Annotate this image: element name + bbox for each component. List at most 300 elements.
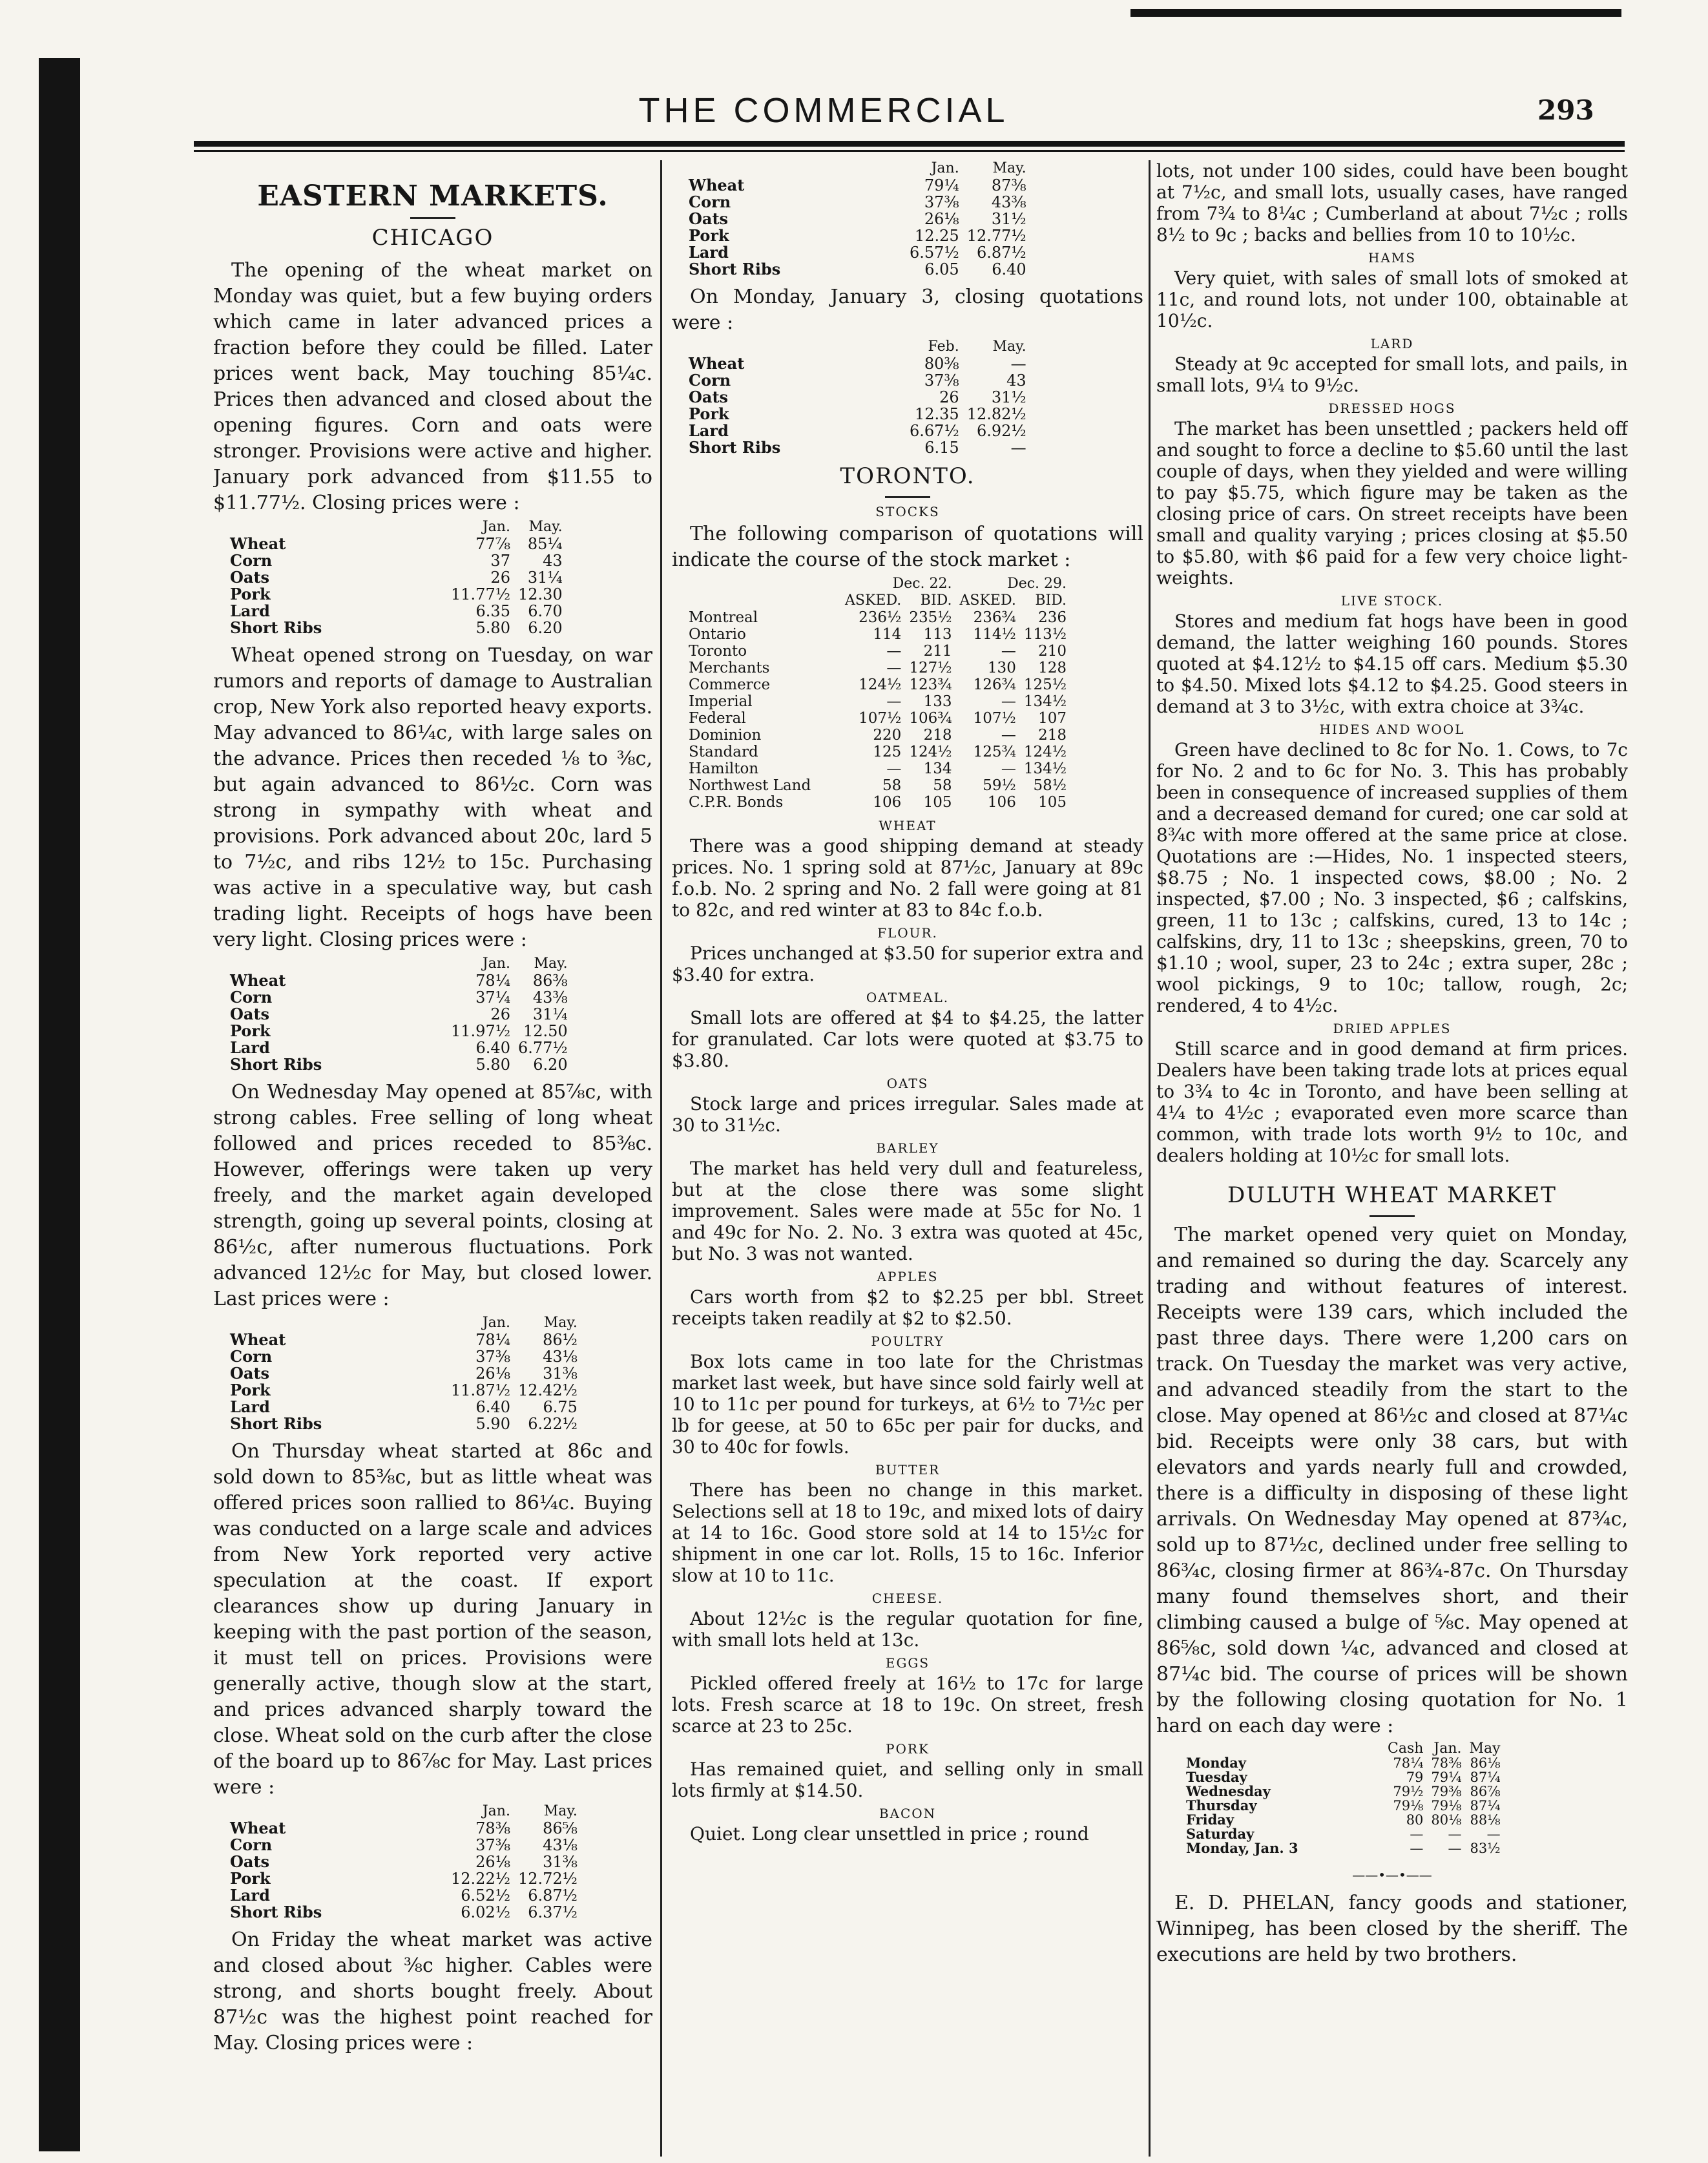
row-label: Short Ribs bbox=[689, 438, 781, 457]
table-row bbox=[685, 626, 1070, 643]
table-cell: 114 bbox=[873, 626, 902, 643]
table-cell: 12.42½ bbox=[517, 1381, 578, 1399]
table-cell: — bbox=[1001, 643, 1016, 660]
row-label: Oats bbox=[689, 388, 729, 406]
table-cell: 107½ bbox=[973, 710, 1016, 727]
table-row bbox=[226, 1854, 581, 1870]
price-table bbox=[685, 339, 1030, 456]
table-row bbox=[685, 777, 1070, 794]
row-label: Pork bbox=[689, 226, 729, 245]
table-cell: 6.05 bbox=[924, 260, 959, 278]
subhead: DRESSED HOGS bbox=[1328, 401, 1456, 416]
table-cell: — bbox=[886, 693, 902, 710]
subhead: DRIED APPLES bbox=[1333, 1021, 1452, 1036]
row-label: Wheat bbox=[230, 534, 286, 553]
row-label: Saturday bbox=[1186, 1826, 1255, 1842]
table-cell: — bbox=[1448, 1826, 1462, 1842]
table-cell: 124½ bbox=[1023, 744, 1067, 760]
table-cell: 235½ bbox=[909, 609, 952, 626]
table-cell: 6.52½ bbox=[461, 1886, 510, 1905]
table-row bbox=[226, 1887, 581, 1904]
table-cell: 88⅛ bbox=[1470, 1812, 1501, 1828]
table-cell: 220 bbox=[873, 727, 902, 744]
paragraph: Cars worth from $2 to $2.25 per bbl. Street receipts taken readily at $2 to $2.50. bbox=[672, 1286, 1143, 1329]
table-row bbox=[226, 536, 567, 552]
table-row bbox=[226, 1056, 572, 1073]
row-label: Short Ribs bbox=[230, 1903, 322, 1921]
paragraph: On Thursday wheat started at 86c and sold down to 85⅜c, but as little wheat was offered prices soon rallied to 86¼c. Buying was conducted on a large scale and advices from New York reported very active speculation at the coast. If export clearances show up during January in keeping with the past portion of the season, it must tell on prices. Provisions were generally active, though slow at the start, and prices advanced sharply toward the close. Wheat sold on the curb after the close of the board up to 86⅞c for May. Last prices were : bbox=[213, 1440, 652, 1799]
table-cell: 78¼ bbox=[475, 972, 510, 990]
table-cell: 125½ bbox=[1023, 676, 1067, 693]
paragraph: Small lots are offered at $4 to $4.25, the latter for granulated. Car lots were quoted at $3.75 to $3.80. bbox=[672, 1007, 1143, 1071]
price-table bbox=[226, 519, 567, 636]
table-cell: 43⅛ bbox=[543, 1836, 578, 1854]
binding-gutter bbox=[39, 58, 80, 2151]
table-row bbox=[226, 569, 567, 586]
table-cell: — bbox=[1410, 1826, 1424, 1842]
table-row bbox=[685, 261, 1030, 278]
row-label: Corn bbox=[230, 551, 273, 570]
paragraph: Steady at 9c accepted for small lots, and pails, in small lots, 9¼ to 9½c. bbox=[1156, 353, 1628, 396]
row-label: Northwest Land bbox=[689, 777, 811, 794]
top-edge-rule bbox=[1130, 9, 1621, 17]
column-header: May. bbox=[992, 160, 1026, 176]
table-cell: 26⅛ bbox=[475, 1853, 510, 1871]
row-label: Oats bbox=[230, 1364, 270, 1383]
table-row bbox=[1182, 1799, 1505, 1813]
table-cell: 79¼ bbox=[1431, 1770, 1462, 1785]
row-label: Toronto bbox=[689, 643, 747, 660]
table-cell: 37⅜ bbox=[475, 1348, 510, 1366]
table-cell: 210 bbox=[1038, 643, 1067, 660]
column-header: May. bbox=[992, 339, 1026, 355]
column-header: Jan. bbox=[1433, 1740, 1462, 1757]
table-cell: 113 bbox=[923, 626, 952, 643]
table-cell: 43 bbox=[1006, 371, 1026, 390]
table-cell: — bbox=[886, 660, 902, 676]
column-header: May. bbox=[543, 1315, 578, 1331]
table-cell: 6.20 bbox=[528, 619, 563, 637]
table-cell: 218 bbox=[1038, 727, 1067, 744]
table-row bbox=[685, 177, 1030, 194]
subhead: BUTTER bbox=[875, 1462, 941, 1478]
table-cell: — bbox=[1001, 760, 1016, 777]
table-cell: 12.50 bbox=[523, 1022, 568, 1040]
row-label: Corn bbox=[689, 371, 731, 390]
table-cell: 87⅜ bbox=[991, 176, 1026, 194]
column-header: Dec. 29. bbox=[1007, 576, 1067, 592]
section-subtitle: CHICAGO bbox=[371, 225, 494, 251]
table-cell: 12.35 bbox=[914, 405, 959, 423]
table-cell: 79⅜ bbox=[1431, 1784, 1462, 1799]
table-cell: 107½ bbox=[859, 710, 902, 727]
row-label: Wednesday bbox=[1186, 1783, 1271, 1799]
table-cell: 58 bbox=[933, 777, 952, 794]
subhead: HIDES AND WOOL bbox=[1319, 722, 1465, 737]
table-row bbox=[226, 1332, 581, 1348]
table-cell: 6.02½ bbox=[461, 1903, 510, 1921]
table-cell: 6.67½ bbox=[910, 422, 959, 440]
row-label: Federal bbox=[689, 710, 746, 727]
table-header-row bbox=[685, 339, 1030, 355]
row-label: Pork bbox=[230, 585, 271, 603]
table-row bbox=[685, 227, 1030, 244]
paragraph: Has remained quiet, and selling only in small lots firmly at $14.50. bbox=[672, 1759, 1143, 1801]
paragraph: On Wednesday May opened at 85⅞c, with strong cables. Free selling of long wheat followed and prices receded to 85⅜c. However, offerings were taken up very freely, and the market again developed strength, going up several points, closing at 86½c, after numerous fluctuations. Pork advanced 12½c for May, but closed lower. Last prices were : bbox=[213, 1081, 652, 1310]
table-cell: 80⅛ bbox=[1431, 1812, 1462, 1828]
subhead: OATS bbox=[886, 1076, 929, 1091]
row-label: Lard bbox=[230, 1038, 270, 1057]
subhead: LARD bbox=[1370, 336, 1414, 351]
dash-rule bbox=[885, 496, 930, 498]
row-label: Commerce bbox=[689, 676, 771, 693]
table-cell: 31½ bbox=[991, 388, 1026, 406]
table-cell: 31¼ bbox=[527, 569, 563, 587]
table-cell: — bbox=[1010, 439, 1026, 457]
column-header: BID. bbox=[920, 592, 952, 609]
table-cell: 58 bbox=[882, 777, 902, 794]
row-label: Oats bbox=[230, 568, 270, 587]
table-cell: 26⅛ bbox=[924, 210, 959, 228]
table-row bbox=[685, 372, 1030, 389]
row-label: Corn bbox=[230, 988, 273, 1007]
table-cell: 125¾ bbox=[973, 744, 1016, 760]
paragraph: Wheat opened strong on Tuesday, on war rumors and reports of damage to Australian crop, New York also reported heavy exports. May advanced to 86¼c, with large sales on the advance. Prices then receded ⅛ to ⅜c, but again advanced to 86½c. Corn was strong in sympathy with wheat and provisions. Pork advanced about 20c, lard 5 to 7½c, and ribs 12½ to 15c. Purchasing was active in a speculative way, but cash trading light. Receipts of hogs have been very light. Closing prices were : bbox=[213, 644, 652, 951]
table-cell: 125 bbox=[873, 744, 902, 760]
subhead: BACON bbox=[879, 1806, 937, 1821]
table-header-row bbox=[685, 576, 1070, 592]
table-cell: 86½ bbox=[543, 1331, 578, 1349]
paragraph: There was a good shipping demand at steady prices. No. 1 spring sold at 87½c, January at 89c f.o.b. No. 2 spring and No. 2 fall were going at 81 to 82c, and red winter at 83 to 84c f.o.b. bbox=[672, 835, 1143, 921]
row-label: Corn bbox=[689, 193, 731, 211]
table-cell: 83½ bbox=[1470, 1841, 1501, 1856]
table-cell: 6.40 bbox=[992, 260, 1026, 278]
table-cell: 127½ bbox=[909, 660, 952, 676]
column-header: Jan. bbox=[482, 1315, 510, 1331]
paragraph: Quiet. Long clear unsettled in price ; round bbox=[690, 1823, 1089, 1844]
price-table bbox=[226, 956, 572, 1073]
table-row bbox=[685, 244, 1030, 261]
table-header-row bbox=[685, 160, 1030, 177]
row-label: Short Ribs bbox=[230, 1414, 322, 1433]
paragraph: Still scarce and in good demand at firm prices. Dealers have been taking trade lots at prices equal to 3¾ to 4c in Toronto, and have been selling at 4¼ to 4½c ; evaporated even more scarce than common, with trade lots worth 9½ to 10c, and dealers holding at 10½c for small lots. bbox=[1156, 1038, 1628, 1166]
column-header: BID. bbox=[1035, 592, 1067, 609]
row-label: Wheat bbox=[689, 176, 745, 194]
table-row bbox=[1182, 1813, 1505, 1827]
column-header: May. bbox=[528, 519, 563, 535]
row-label: Pork bbox=[230, 1021, 271, 1040]
row-label: Pork bbox=[689, 404, 729, 423]
table-cell: 79½ bbox=[1393, 1784, 1424, 1799]
price-table bbox=[226, 1803, 581, 1921]
table-cell: 134½ bbox=[1023, 693, 1067, 710]
subhead: FLOUR. bbox=[877, 925, 938, 941]
table-header-row bbox=[226, 956, 572, 972]
row-label: Thursday bbox=[1186, 1797, 1257, 1813]
row-label: Wheat bbox=[230, 1819, 286, 1837]
table-row bbox=[685, 194, 1030, 211]
table-cell: 37⅜ bbox=[475, 1836, 510, 1854]
table-cell: 85¼ bbox=[527, 535, 563, 553]
table-cell: — bbox=[1448, 1841, 1462, 1856]
table-cell: 79⅛ bbox=[1393, 1798, 1424, 1813]
table-cell: 124½ bbox=[909, 744, 952, 760]
table-row bbox=[226, 1365, 581, 1382]
table-cell: 43⅛ bbox=[543, 1348, 578, 1366]
table-cell: 6.20 bbox=[533, 1056, 568, 1074]
table-cell: 86⅞ bbox=[1470, 1784, 1501, 1799]
table-cell: 6.40 bbox=[475, 1039, 510, 1057]
table-cell: 113½ bbox=[1023, 626, 1067, 643]
table-cell: 87¼ bbox=[1470, 1770, 1501, 1785]
column-header: ASKED. bbox=[845, 592, 902, 609]
table-cell: 6.22½ bbox=[528, 1415, 578, 1433]
table-cell: 31½ bbox=[991, 210, 1026, 228]
paragraph: There has been no change in this market. Selections sell at 18 to 19c, and mixed lots of dairy at 14 to 16c. Good store sold at 14 to 15½c for shipment in one car lot. Rolls, 15 to 16c. Inferior slow at 10 to 11c. bbox=[672, 1479, 1143, 1586]
row-label: Lard bbox=[689, 243, 729, 262]
table-cell: 43⅜ bbox=[991, 193, 1026, 211]
row-label: Short Ribs bbox=[230, 1055, 322, 1074]
table-cell: 12.25 bbox=[914, 227, 959, 245]
paragraph: The opening of the wheat market on Monday was quiet, but a few buying orders which came in later advanced prices a fraction before they could be filled. Later prices went back, May touching 85¼c. Prices then advanced and closed about the opening figures. Corn and oats were stronger. Provisions were active and higher. January pork advanced from $11.55 to $11.77½. Closing prices were : bbox=[213, 259, 652, 514]
table-cell: 37⅜ bbox=[924, 371, 959, 390]
table-row bbox=[1182, 1756, 1505, 1770]
column-header: Cash bbox=[1388, 1740, 1424, 1757]
table-row bbox=[1182, 1841, 1505, 1855]
table-row bbox=[685, 660, 1070, 676]
table-row bbox=[226, 1904, 581, 1921]
row-label: Standard bbox=[689, 744, 758, 760]
row-label: Monday, Jan. 3 bbox=[1186, 1840, 1298, 1856]
row-label: Friday bbox=[1186, 1812, 1234, 1828]
table-cell: 236 bbox=[1038, 609, 1067, 626]
duluth-table bbox=[1182, 1742, 1505, 1855]
section-title: EASTERN MARKETS. bbox=[257, 180, 609, 213]
table-row bbox=[226, 1837, 581, 1854]
table-row bbox=[226, 586, 567, 603]
table-row bbox=[226, 603, 567, 620]
column-header: Jan. bbox=[482, 519, 510, 535]
table-row bbox=[685, 643, 1070, 660]
table-cell: 79⅛ bbox=[1431, 1798, 1462, 1813]
row-label: Pork bbox=[230, 1381, 271, 1399]
table-row bbox=[685, 439, 1030, 456]
table-row bbox=[226, 989, 572, 1006]
row-label: C.P.R. Bonds bbox=[689, 794, 784, 811]
table-cell: 134 bbox=[923, 760, 952, 777]
table-cell: 58½ bbox=[1033, 777, 1067, 794]
price-table bbox=[226, 1315, 581, 1432]
table-cell: 43 bbox=[543, 552, 563, 570]
header-rule bbox=[194, 141, 1625, 147]
table-cell: 6.15 bbox=[924, 439, 959, 457]
row-label: Monday bbox=[1186, 1755, 1247, 1771]
table-cell: 80⅜ bbox=[924, 355, 959, 373]
table-row bbox=[226, 620, 567, 636]
section-subtitle: DULUTH WHEAT MARKET bbox=[1227, 1182, 1557, 1208]
paragraph: Stock large and prices irregular. Sales made at 30 to 31½c. bbox=[672, 1093, 1143, 1136]
table-cell: 130 bbox=[987, 660, 1016, 676]
row-label: Tuesday bbox=[1186, 1769, 1247, 1785]
column-2 bbox=[672, 160, 1143, 2157]
table-cell: 86⅛ bbox=[1470, 1755, 1501, 1771]
stocks-table bbox=[685, 576, 1070, 811]
row-label: Lard bbox=[689, 421, 729, 440]
row-label: Wheat bbox=[230, 971, 286, 990]
table-header-row bbox=[1182, 1742, 1505, 1756]
column-header: Feb. bbox=[928, 339, 959, 355]
row-label: Lard bbox=[230, 1886, 270, 1905]
table-cell: 79¼ bbox=[924, 176, 959, 194]
table-cell: 211 bbox=[923, 643, 952, 660]
table-cell: 12.22½ bbox=[451, 1870, 510, 1888]
table-row bbox=[226, 972, 572, 989]
table-row bbox=[226, 1382, 581, 1399]
table-row bbox=[226, 1023, 572, 1040]
table-cell: 37¼ bbox=[475, 988, 510, 1007]
table-cell: 6.77½ bbox=[517, 1039, 568, 1057]
paragraph: The following comparison of quotations will indicate the course of the stock market : bbox=[672, 523, 1143, 571]
table-header-row bbox=[685, 592, 1070, 609]
table-cell: 31⅜ bbox=[543, 1853, 578, 1871]
subhead: POULTRY bbox=[871, 1333, 944, 1349]
table-cell: — bbox=[886, 760, 902, 777]
table-row bbox=[226, 552, 567, 569]
paragraph: Stores and medium fat hogs have been in good demand, the latter weighing 160 pounds. Stores quoted at $4.12½ to $4.15 off cars. Medium $5.30 to $4.50. Mixed lots $4.12 to $4.25. Good steers in demand at 3 to 3½c, with extra choice at 3¾c. bbox=[1156, 611, 1628, 717]
table-cell: 77⅞ bbox=[475, 535, 510, 553]
table-row bbox=[685, 794, 1070, 811]
column-1 bbox=[213, 160, 652, 2157]
table-cell: 218 bbox=[923, 727, 952, 744]
page-number: 293 bbox=[1537, 94, 1594, 126]
table-cell: 26 bbox=[490, 569, 510, 587]
row-label: Lard bbox=[230, 1397, 270, 1416]
table-cell: 12.77½ bbox=[966, 227, 1026, 245]
column-header: Jan. bbox=[482, 956, 510, 972]
table-cell: 105 bbox=[923, 794, 952, 811]
price-table bbox=[685, 160, 1030, 278]
paragraph: Green have declined to 8c for No. 1. Cows, to 7c for No. 2 and to 6c for No. 3. This has probably been in consequence of increased supplies of them and a decreased demand for cured; one car sold at 8¾c with more offered at the same price at close. Quotations are :—Hides, No. 1 inspected steers, $8.75 ; No. 1 inspected cows, $8.00 ; No. 2 inspected, $7.00 ; No. 3 inspected, $6 ; calfskins, green, 11 to 13c ; calfskins, cured, 13 to 14c ; calfskins, dry, 11 to 13c ; sheepskins, green, 70 to $1.10 ; wool, super, 23 to 24c ; extra super, 28c ; wool pickings, 9 to 10c; tallow, rough, 2c; rendered, 4 to 4½c. bbox=[1156, 739, 1628, 1016]
column-3 bbox=[1156, 160, 1628, 2157]
table-row bbox=[685, 727, 1070, 744]
row-label: Short Ribs bbox=[230, 618, 322, 637]
table-row bbox=[685, 389, 1030, 406]
table-cell: 106 bbox=[987, 794, 1016, 811]
table-cell: 31⅜ bbox=[543, 1364, 578, 1383]
paragraph: Box lots came in too late for the Christmas market last week, but have since sold fairly well at 10 to 11c per pound for turkeys, at 6½ to 7½c per lb for geese, at 50 to 65c per pair for ducks, and 30 to 40c for fowls. bbox=[672, 1351, 1143, 1458]
row-label: Merchants bbox=[689, 660, 770, 676]
table-cell: 6.57½ bbox=[910, 244, 959, 262]
paragraph: The market has held very dull and featureless, but at the close there was some slight improvement. Sales were made at 55c for No. 1 and 49c for No. 2. No. 3 extra was quoted at 45c, but No. 3 was not wanted. bbox=[672, 1158, 1143, 1264]
table-cell: — bbox=[1001, 693, 1016, 710]
table-cell: 6.70 bbox=[528, 602, 563, 620]
table-row bbox=[685, 609, 1070, 626]
running-title: THE COMMERCIAL bbox=[638, 91, 1009, 130]
subhead: WHEAT bbox=[879, 818, 937, 833]
table-cell: 78⅜ bbox=[1431, 1755, 1462, 1771]
row-label: Oats bbox=[230, 1852, 270, 1871]
table-row bbox=[226, 1006, 572, 1023]
paragraph: On Monday, January 3, closing quotations were : bbox=[672, 286, 1143, 334]
table-row bbox=[226, 1820, 581, 1837]
table-cell: 106 bbox=[873, 794, 902, 811]
table-cell: 124½ bbox=[859, 676, 902, 693]
column-divider bbox=[1149, 160, 1151, 2157]
subhead: EGGS bbox=[885, 1655, 930, 1671]
table-cell: 6.87½ bbox=[976, 244, 1026, 262]
table-cell: 31¼ bbox=[532, 1005, 568, 1023]
table-cell: 126¾ bbox=[973, 676, 1016, 693]
row-label: Imperial bbox=[689, 693, 753, 710]
table-cell: 107 bbox=[1038, 710, 1067, 727]
row-label: Short Ribs bbox=[689, 260, 781, 278]
table-cell: 26 bbox=[939, 388, 959, 406]
subhead: OATMEAL. bbox=[866, 990, 950, 1005]
table-header-row bbox=[226, 1803, 581, 1820]
column-divider bbox=[660, 160, 662, 2157]
table-cell: 6.92½ bbox=[976, 422, 1026, 440]
table-row bbox=[226, 1416, 581, 1432]
table-cell: 37⅜ bbox=[924, 193, 959, 211]
table-cell: 78⅜ bbox=[475, 1819, 510, 1837]
column-header: ASKED. bbox=[959, 592, 1016, 609]
row-label: Hamilton bbox=[689, 760, 759, 777]
table-cell: 59½ bbox=[983, 777, 1016, 794]
table-cell: 11.77½ bbox=[451, 585, 510, 603]
table-row bbox=[685, 406, 1030, 423]
paragraph: On Friday the wheat market was active and closed about ⅜c higher. Cables were strong, and shorts bought freely. About 87½c was the highest point reached for May. Closing prices were : bbox=[213, 1928, 652, 2054]
subhead: LIVE STOCK. bbox=[1340, 593, 1444, 609]
column-header: May bbox=[1469, 1740, 1501, 1757]
row-label: Corn bbox=[230, 1835, 273, 1854]
table-row bbox=[226, 1040, 572, 1056]
table-cell: 37 bbox=[490, 552, 510, 570]
table-cell: 6.35 bbox=[475, 602, 510, 620]
table-row bbox=[685, 693, 1070, 710]
column-header: May. bbox=[534, 956, 568, 972]
table-row bbox=[226, 1870, 581, 1887]
table-row bbox=[1182, 1827, 1505, 1841]
table-cell: 5.80 bbox=[475, 619, 510, 637]
subhead: BARLEY bbox=[876, 1140, 939, 1156]
end-ornament: ——•—•—— bbox=[1352, 1867, 1432, 1883]
row-label: Pork bbox=[230, 1869, 271, 1888]
paragraph: The market opened very quiet on Monday, and remained so during the day. Scarcely any trading and without features of interest. Receipts were 139 cars, which included the past three days. There were 1,200 cars on track. On Tuesday the market was very active, and advanced steadily from the start to the close. May opened at 86½c and closed at 87¼c bid. Receipts were only 38 cars, but with elevators and yards nearly full and crowded, there is a difficulty in disposing of these light arrivals. On Wednesday May opened at 87¾c, sold up to 87½c, declined under free selling to 86¾c, closing firmer at 86¾-87c. On Thursday many found themselves short, and their climbing caused a bulge of ⅝c. May opened at 86⅝c, sold down ¼c, advanced and closed at 87¼c bid. The course of prices will be shown by the following closing quotation for No. 1 hard on each day were : bbox=[1156, 1224, 1628, 1737]
subhead: STOCKS bbox=[875, 504, 940, 519]
paragraph: About 12½c is the regular quotation for fine, with small lots held at 13c. bbox=[672, 1608, 1143, 1651]
table-cell: 114½ bbox=[973, 626, 1016, 643]
table-row bbox=[1182, 1770, 1505, 1784]
paragraph: The market has been unsettled ; packers held off and sought to force a decline to $5.60 until the last couple of days, when they yielded and were willing to pay $5.75, which figure may be taken as the closing price of cars. On street receipts have been small and quality varying ; prices closing at $5.50 to $5.80, with $6 paid for a few very choice light-weights. bbox=[1156, 418, 1628, 589]
table-row bbox=[685, 710, 1070, 727]
table-cell: — bbox=[1410, 1841, 1424, 1856]
table-cell: 86⅜ bbox=[532, 972, 568, 990]
table-header-row bbox=[226, 1315, 581, 1332]
table-cell: 236½ bbox=[859, 609, 902, 626]
table-cell: 78¼ bbox=[475, 1331, 510, 1349]
paragraph: lots, not under 100 sides, could have been bought at 7½c, and small lots, usually cases, have ranged from 7¾ to 8¼c ; Cumberland at about 7½c ; rolls 8½ to 9c ; backs and bellies from 10 to 10½c. bbox=[1156, 160, 1628, 246]
subhead: PORK bbox=[886, 1741, 930, 1757]
row-label: Oats bbox=[230, 1005, 270, 1023]
table-cell: 12.30 bbox=[517, 585, 563, 603]
table-cell: — bbox=[886, 643, 902, 660]
table-cell: 86⅝ bbox=[543, 1819, 578, 1837]
table-cell: 6.75 bbox=[543, 1398, 578, 1416]
row-label: Wheat bbox=[230, 1330, 286, 1349]
table-cell: 12.82½ bbox=[966, 405, 1026, 423]
column-header: Jan. bbox=[931, 160, 959, 176]
subhead: APPLES bbox=[877, 1269, 939, 1284]
